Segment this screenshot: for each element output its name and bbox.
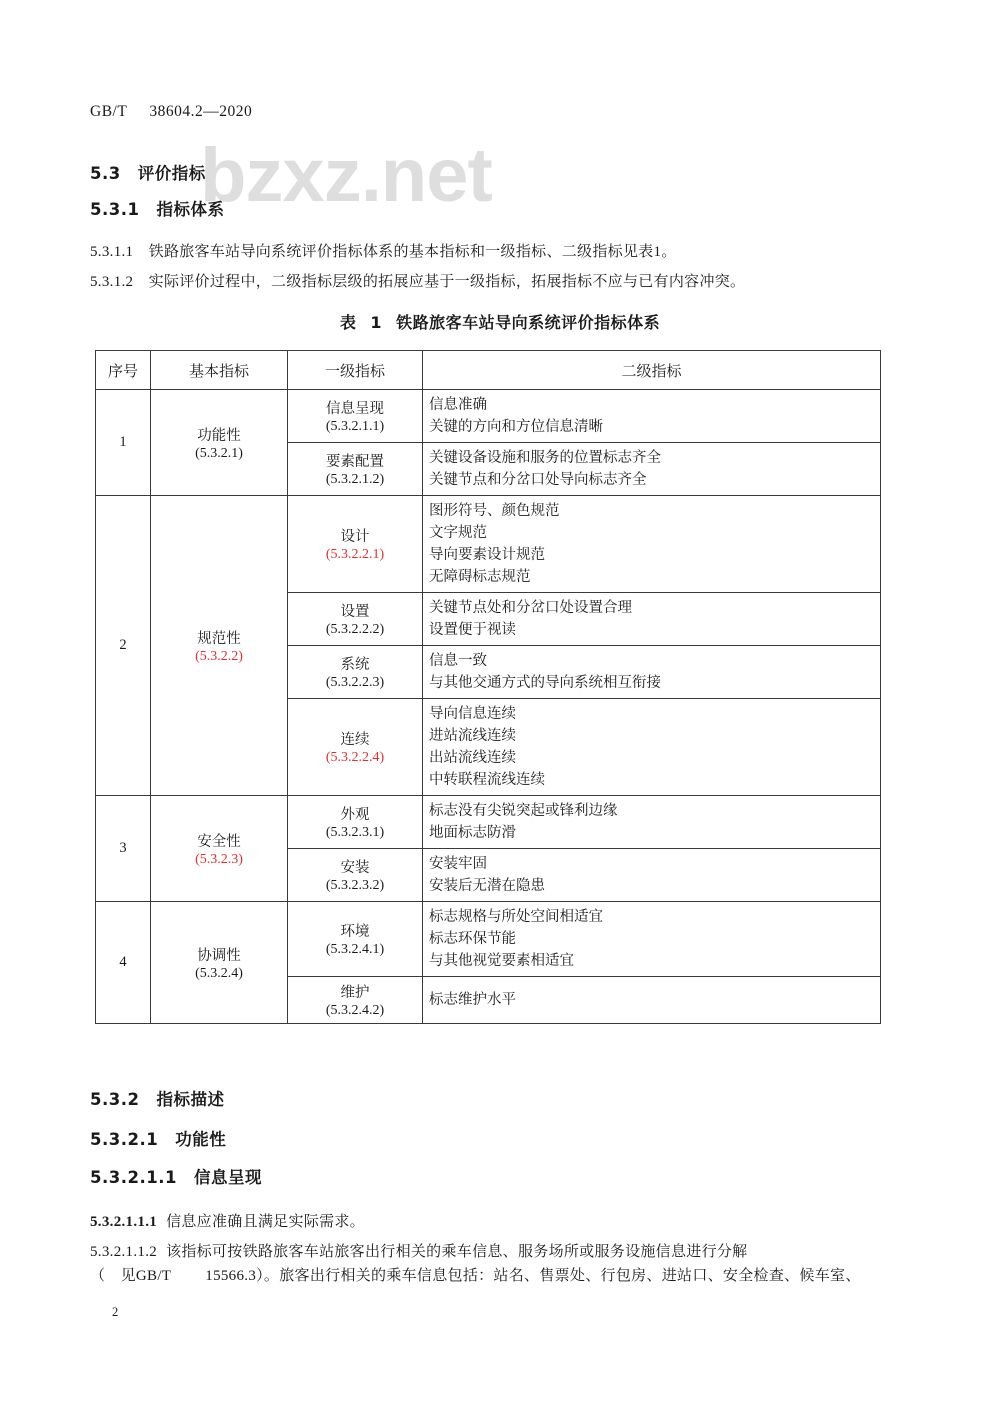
page-number: 2 xyxy=(112,1305,119,1319)
paragraph-5-3-1-2: 5.3.1.2 实际评价过程中，二级指标层级的拓展应基于一级指标，拓展指标不应与已有内容冲突。 xyxy=(90,274,746,290)
second-level-item: 标志没有尖锐突起或锋利边缘 xyxy=(429,803,618,819)
cell-seq: 3 xyxy=(96,796,151,902)
second-level-item: 进站流线连续 xyxy=(429,728,516,744)
first-level-name: 环境 xyxy=(340,924,370,940)
table-caption xyxy=(0,310,1000,333)
cell-first-level-index xyxy=(288,849,423,902)
second-level-item: 中转联程流线连续 xyxy=(429,772,545,788)
cell-second-level-index xyxy=(423,646,881,699)
second-level-item: 关键设备设施和服务的位置标志齐全 xyxy=(429,450,661,466)
cell-seq: 2 xyxy=(96,496,151,796)
second-level-item: 地面标志防滑 xyxy=(429,825,516,841)
first-level-code: (5.3.2.3.1) xyxy=(325,825,385,840)
cell-seq: 1 xyxy=(96,390,151,496)
first-level-name: 连续 xyxy=(340,732,370,748)
first-level-code: (5.3.2.3.2) xyxy=(325,878,385,893)
cell-second-level-index xyxy=(423,902,881,977)
paragraph-5-3-2-1-1-1 xyxy=(90,1210,365,1234)
first-level-name: 要素配置 xyxy=(326,454,384,470)
standard-code-prefix: GB/T xyxy=(90,103,128,120)
first-level-code: (5.3.2.1.2) xyxy=(325,472,385,487)
basic-index-name: 规范性 xyxy=(197,630,241,647)
column-header-first-level: 一级指标 xyxy=(288,351,423,390)
first-level-name: 安装 xyxy=(340,860,370,876)
second-level-item: 标志维护水平 xyxy=(429,992,516,1008)
section-heading-5-3: 5.3 评价指标 xyxy=(90,164,206,183)
second-level-item: 导向要素设计规范 xyxy=(429,547,545,563)
first-level-code: (5.3.2.4.2) xyxy=(325,1003,385,1018)
cell-basic-index xyxy=(151,796,288,902)
second-level-item: 文字规范 xyxy=(429,525,487,541)
clause-text-2-cont: 15566.3）。旅客出行相关的乘车信息包括：站名、售票处、行包房、进站口、安全检查、候车室、 xyxy=(205,1268,861,1284)
section-heading-5-3-1: 5.3.1 指标体系 xyxy=(90,200,225,219)
second-level-item: 信息一致 xyxy=(429,653,487,669)
section-heading-5-3-2-1: 5.3.2.1 功能性 xyxy=(90,1130,227,1149)
section-heading-5-3-2: 5.3.2 指标描述 xyxy=(90,1090,225,1109)
column-header-second-level: 二级指标 xyxy=(423,351,881,390)
clause-number-2: 5.3.2.1.1.2 xyxy=(90,1244,158,1260)
first-level-code: (5.3.2.2.2) xyxy=(325,622,385,637)
second-level-item: 出站流线连续 xyxy=(429,750,516,766)
basic-index-name: 功能性 xyxy=(197,427,241,444)
cell-first-level-index xyxy=(288,496,423,593)
paragraph-5-3-2-1-1-2 xyxy=(90,1240,902,1288)
second-level-item: 导向信息连续 xyxy=(429,706,516,722)
basic-index-name: 协调性 xyxy=(197,947,241,964)
cell-second-level-index xyxy=(423,977,881,1024)
first-level-name: 设置 xyxy=(340,604,370,620)
cell-second-level-index xyxy=(423,443,881,496)
second-level-item: 与其他交通方式的导向系统相互衔接 xyxy=(429,675,661,691)
second-level-item: 无障碍标志规范 xyxy=(429,569,531,585)
cell-second-level-index xyxy=(423,496,881,593)
table-caption-text: 铁路旅客车站导向系统评价指标体系 xyxy=(396,313,661,332)
second-level-item: 关键节点和分岔口处导向标志齐全 xyxy=(429,472,647,488)
second-level-item: 图形符号、颜色规范 xyxy=(429,503,560,519)
cell-first-level-index xyxy=(288,699,423,796)
cell-seq: 4 xyxy=(96,902,151,1024)
cell-second-level-index xyxy=(423,849,881,902)
second-level-item: 设置便于视读 xyxy=(429,622,516,638)
table-caption-number: 1 xyxy=(370,313,383,332)
clause-text-2-ref: （ 见GB/T xyxy=(90,1268,172,1284)
basic-index-code: (5.3.2.3) xyxy=(195,851,243,867)
second-level-item: 关键节点处和分岔口处设置合理 xyxy=(429,600,632,616)
first-level-name: 信息呈现 xyxy=(326,401,384,417)
clause-text: 信息应准确且满足实际需求。 xyxy=(166,1214,365,1230)
second-level-item: 标志规格与所处空间相适宜 xyxy=(429,909,603,925)
table-row xyxy=(96,796,881,849)
standard-code-number: 38604.2—2020 xyxy=(149,103,253,120)
first-level-code: (5.3.2.2.1) xyxy=(325,547,385,562)
paragraph-5-3-1-1: 5.3.1.1 铁路旅客车站导向系统评价指标体系的基本指标和一级指标、二级指标见表1。 xyxy=(90,244,677,260)
cell-first-level-index xyxy=(288,646,423,699)
cell-first-level-index xyxy=(288,593,423,646)
basic-index-name: 安全性 xyxy=(197,833,241,850)
basic-index-code: (5.3.2.4) xyxy=(195,965,243,981)
cell-second-level-index xyxy=(423,796,881,849)
table-row xyxy=(96,390,881,443)
second-level-item: 关键的方向和方位信息清晰 xyxy=(429,419,603,435)
cell-basic-index xyxy=(151,390,288,496)
first-level-name: 设计 xyxy=(340,529,370,545)
first-level-name: 系统 xyxy=(340,657,370,673)
cell-second-level-index xyxy=(423,593,881,646)
cell-second-level-index xyxy=(423,390,881,443)
table-row xyxy=(96,902,881,977)
table-caption-prefix: 表 xyxy=(339,313,357,332)
table-body xyxy=(96,390,881,1024)
second-level-item: 信息准确 xyxy=(429,397,487,413)
page-header xyxy=(90,103,252,121)
second-level-item: 与其他视觉要素相适宜 xyxy=(429,953,574,969)
first-level-name: 维护 xyxy=(340,985,370,1001)
cell-first-level-index xyxy=(288,902,423,977)
column-header-seq: 序号 xyxy=(96,351,151,390)
cell-basic-index xyxy=(151,496,288,796)
second-level-item: 安装后无潜在隐患 xyxy=(429,878,545,894)
table-row xyxy=(96,496,881,593)
evaluation-index-table xyxy=(95,350,881,1024)
first-level-code: (5.3.2.2.4) xyxy=(325,750,385,765)
table-header-row xyxy=(96,351,881,390)
first-level-code: (5.3.2.4.1) xyxy=(325,942,385,957)
cell-first-level-index xyxy=(288,796,423,849)
clause-text-2: 该指标可按铁路旅客车站旅客出行相关的乘车信息、服务场所或服务设施信息进行分解 xyxy=(166,1244,748,1260)
cell-first-level-index xyxy=(288,390,423,443)
first-level-code: (5.3.2.1.1) xyxy=(325,419,385,434)
cell-second-level-index xyxy=(423,699,881,796)
first-level-code: (5.3.2.2.3) xyxy=(325,675,385,690)
first-level-name: 外观 xyxy=(340,807,370,823)
basic-index-code: (5.3.2.2) xyxy=(195,648,243,664)
column-header-basic: 基本指标 xyxy=(151,351,288,390)
second-level-item: 安装牢固 xyxy=(429,856,487,872)
cell-first-level-index xyxy=(288,443,423,496)
clause-number: 5.3.2.1.1.1 xyxy=(90,1214,158,1230)
second-level-item: 标志环保节能 xyxy=(429,931,516,947)
cell-basic-index xyxy=(151,902,288,1024)
watermark: bzxz.net xyxy=(200,133,492,218)
section-heading-5-3-2-1-1: 5.3.2.1.1 信息呈现 xyxy=(90,1168,262,1187)
table-head xyxy=(96,351,881,390)
basic-index-code: (5.3.2.1) xyxy=(195,445,243,461)
cell-first-level-index xyxy=(288,977,423,1024)
